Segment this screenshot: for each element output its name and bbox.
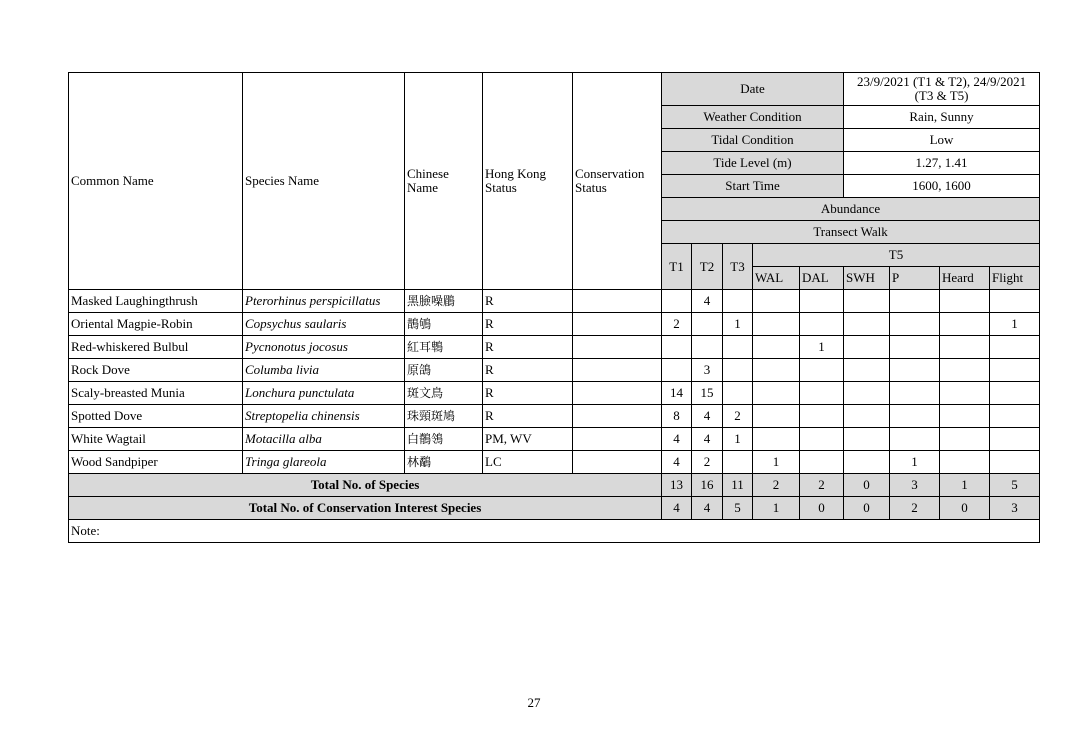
count-cell bbox=[723, 290, 753, 313]
chinese-name-cell: 斑文鳥 bbox=[405, 382, 483, 405]
conservation-status-cell bbox=[573, 428, 662, 451]
count-cell bbox=[940, 313, 990, 336]
count-cell: 1 bbox=[723, 313, 753, 336]
count-cell bbox=[723, 336, 753, 359]
hk-status-cell: R bbox=[483, 290, 573, 313]
totals-value: 5 bbox=[990, 474, 1040, 497]
count-cell bbox=[990, 428, 1040, 451]
t5-label: T5 bbox=[753, 244, 1040, 267]
count-cell bbox=[753, 428, 800, 451]
count-cell bbox=[800, 359, 844, 382]
tidal-label: Tidal Condition bbox=[662, 129, 844, 152]
count-cell bbox=[844, 451, 890, 474]
count-cell: 1 bbox=[723, 428, 753, 451]
totals-value: 16 bbox=[692, 474, 723, 497]
totals-value: 0 bbox=[844, 474, 890, 497]
count-cell: 2 bbox=[662, 313, 692, 336]
hk-status-cell: R bbox=[483, 336, 573, 359]
count-cell bbox=[940, 382, 990, 405]
totals-value: 0 bbox=[844, 497, 890, 520]
common-name-cell: Red-whiskered Bulbul bbox=[69, 336, 243, 359]
count-cell: 4 bbox=[692, 428, 723, 451]
col-header-t3: T3 bbox=[723, 244, 753, 290]
date-value: 23/9/2021 (T1 & T2), 24/9/2021 (T3 & T5) bbox=[844, 73, 1040, 106]
count-cell: 1 bbox=[990, 313, 1040, 336]
count-cell bbox=[844, 313, 890, 336]
col-header-flight: Flight bbox=[990, 267, 1040, 290]
totals-value: 1 bbox=[940, 474, 990, 497]
count-cell bbox=[890, 290, 940, 313]
common-name-cell: Scaly-breasted Munia bbox=[69, 382, 243, 405]
species-name-cell: Columba livia bbox=[243, 359, 405, 382]
count-cell bbox=[800, 313, 844, 336]
count-cell bbox=[753, 313, 800, 336]
totals-value: 2 bbox=[800, 474, 844, 497]
totals-value: 3 bbox=[990, 497, 1040, 520]
conservation-status-cell bbox=[573, 382, 662, 405]
col-header-heard: Heard bbox=[940, 267, 990, 290]
conservation-status-cell bbox=[573, 290, 662, 313]
count-cell bbox=[890, 313, 940, 336]
count-cell bbox=[990, 359, 1040, 382]
table-row bbox=[69, 428, 1040, 451]
conservation-status-cell bbox=[573, 313, 662, 336]
totals-row bbox=[69, 497, 1040, 520]
count-cell bbox=[890, 382, 940, 405]
count-cell bbox=[940, 359, 990, 382]
header-chinese-name: Chinese Name bbox=[405, 73, 483, 290]
count-cell bbox=[800, 382, 844, 405]
species-name-cell: Pycnonotus jocosus bbox=[243, 336, 405, 359]
note-row bbox=[69, 520, 1040, 543]
conservation-status-cell bbox=[573, 405, 662, 428]
totals-value: 2 bbox=[890, 497, 940, 520]
table-row bbox=[69, 359, 1040, 382]
hk-status-cell: R bbox=[483, 405, 573, 428]
chinese-name-cell: 白鶺鴒 bbox=[405, 428, 483, 451]
count-cell bbox=[990, 405, 1040, 428]
count-cell bbox=[940, 405, 990, 428]
tide-level-value: 1.27, 1.41 bbox=[844, 152, 1040, 175]
count-cell bbox=[940, 290, 990, 313]
count-cell bbox=[753, 290, 800, 313]
count-cell bbox=[940, 451, 990, 474]
col-header-swh: SWH bbox=[844, 267, 890, 290]
col-header-wal: WAL bbox=[753, 267, 800, 290]
count-cell: 8 bbox=[662, 405, 692, 428]
bird-survey-table bbox=[68, 72, 1040, 543]
count-cell: 15 bbox=[692, 382, 723, 405]
count-cell bbox=[692, 336, 723, 359]
common-name-cell: Rock Dove bbox=[69, 359, 243, 382]
count-cell: 4 bbox=[692, 290, 723, 313]
date-label: Date bbox=[662, 73, 844, 106]
transect-walk-label: Transect Walk bbox=[662, 221, 1040, 244]
count-cell bbox=[800, 451, 844, 474]
totals-value: 3 bbox=[890, 474, 940, 497]
hk-status-cell: R bbox=[483, 359, 573, 382]
count-cell: 3 bbox=[692, 359, 723, 382]
conservation-status-cell bbox=[573, 359, 662, 382]
col-header-t2: T2 bbox=[692, 244, 723, 290]
count-cell bbox=[662, 290, 692, 313]
totals-label: Total No. of Conservation Interest Species bbox=[69, 497, 662, 520]
count-cell bbox=[800, 428, 844, 451]
common-name-cell: Wood Sandpiper bbox=[69, 451, 243, 474]
chinese-name-cell: 林鷸 bbox=[405, 451, 483, 474]
table-row bbox=[69, 313, 1040, 336]
count-cell: 2 bbox=[723, 405, 753, 428]
count-cell: 1 bbox=[753, 451, 800, 474]
hk-status-cell: PM, WV bbox=[483, 428, 573, 451]
col-header-t1: T1 bbox=[662, 244, 692, 290]
chinese-name-cell: 黑臉噪鶥 bbox=[405, 290, 483, 313]
totals-value: 4 bbox=[662, 497, 692, 520]
weather-value: Rain, Sunny bbox=[844, 106, 1040, 129]
count-cell bbox=[844, 405, 890, 428]
chinese-name-cell: 鵲鴝 bbox=[405, 313, 483, 336]
count-cell bbox=[890, 359, 940, 382]
species-name-cell: Copsychus saularis bbox=[243, 313, 405, 336]
species-name-cell: Tringa glareola bbox=[243, 451, 405, 474]
count-cell bbox=[662, 336, 692, 359]
hk-status-cell: LC bbox=[483, 451, 573, 474]
chinese-name-cell: 原鴿 bbox=[405, 359, 483, 382]
start-time-value: 1600, 1600 bbox=[844, 175, 1040, 198]
count-cell bbox=[723, 451, 753, 474]
count-cell bbox=[940, 428, 990, 451]
chinese-name-cell: 紅耳鵯 bbox=[405, 336, 483, 359]
count-cell bbox=[990, 290, 1040, 313]
hk-status-cell: R bbox=[483, 382, 573, 405]
col-header-dal: DAL bbox=[800, 267, 844, 290]
totals-value: 4 bbox=[692, 497, 723, 520]
common-name-cell: Spotted Dove bbox=[69, 405, 243, 428]
count-cell: 2 bbox=[692, 451, 723, 474]
tidal-value: Low bbox=[844, 129, 1040, 152]
count-cell: 4 bbox=[662, 451, 692, 474]
count-cell bbox=[990, 336, 1040, 359]
tide-level-label: Tide Level (m) bbox=[662, 152, 844, 175]
count-cell bbox=[844, 428, 890, 451]
common-name-cell: Oriental Magpie-Robin bbox=[69, 313, 243, 336]
count-cell bbox=[753, 405, 800, 428]
species-name-cell: Lonchura punctulata bbox=[243, 382, 405, 405]
header-conservation-status: Conservation Status bbox=[573, 73, 662, 290]
species-name-cell: Pterorhinus perspicillatus bbox=[243, 290, 405, 313]
count-cell bbox=[844, 359, 890, 382]
totals-value: 0 bbox=[800, 497, 844, 520]
count-cell bbox=[692, 313, 723, 336]
totals-label: Total No. of Species bbox=[69, 474, 662, 497]
chinese-name-cell: 珠頸斑鳩 bbox=[405, 405, 483, 428]
totals-value: 5 bbox=[723, 497, 753, 520]
count-cell bbox=[723, 359, 753, 382]
species-name-cell: Motacilla alba bbox=[243, 428, 405, 451]
table-row bbox=[69, 382, 1040, 405]
totals-value: 2 bbox=[753, 474, 800, 497]
count-cell: 1 bbox=[800, 336, 844, 359]
count-cell bbox=[890, 428, 940, 451]
count-cell bbox=[662, 359, 692, 382]
weather-label: Weather Condition bbox=[662, 106, 844, 129]
note-label: Note: bbox=[69, 520, 1040, 543]
count-cell bbox=[723, 382, 753, 405]
count-cell bbox=[890, 336, 940, 359]
totals-value: 13 bbox=[662, 474, 692, 497]
count-cell bbox=[753, 382, 800, 405]
count-cell bbox=[753, 336, 800, 359]
totals-value: 0 bbox=[940, 497, 990, 520]
count-cell bbox=[844, 336, 890, 359]
count-cell bbox=[990, 451, 1040, 474]
start-time-label: Start Time bbox=[662, 175, 844, 198]
totals-row bbox=[69, 474, 1040, 497]
count-cell bbox=[753, 359, 800, 382]
common-name-cell: White Wagtail bbox=[69, 428, 243, 451]
count-cell bbox=[800, 405, 844, 428]
table-row bbox=[69, 336, 1040, 359]
header-common-name: Common Name bbox=[69, 73, 243, 290]
count-cell: 14 bbox=[662, 382, 692, 405]
count-cell bbox=[940, 336, 990, 359]
table-row bbox=[69, 290, 1040, 313]
count-cell: 1 bbox=[890, 451, 940, 474]
conservation-status-cell bbox=[573, 336, 662, 359]
common-name-cell: Masked Laughingthrush bbox=[69, 290, 243, 313]
conservation-status-cell bbox=[573, 451, 662, 474]
count-cell: 4 bbox=[662, 428, 692, 451]
header-species-name: Species Name bbox=[243, 73, 405, 290]
count-cell bbox=[844, 290, 890, 313]
totals-value: 11 bbox=[723, 474, 753, 497]
header-hk-status: Hong Kong Status bbox=[483, 73, 573, 290]
page-number: 27 bbox=[527, 695, 541, 710]
table-row bbox=[69, 451, 1040, 474]
table-row bbox=[69, 405, 1040, 428]
species-name-cell: Streptopelia chinensis bbox=[243, 405, 405, 428]
count-cell bbox=[800, 290, 844, 313]
count-cell bbox=[990, 382, 1040, 405]
abundance-label: Abundance bbox=[662, 198, 1040, 221]
count-cell bbox=[890, 405, 940, 428]
count-cell: 4 bbox=[692, 405, 723, 428]
totals-value: 1 bbox=[753, 497, 800, 520]
col-header-p: P bbox=[890, 267, 940, 290]
count-cell bbox=[844, 382, 890, 405]
hk-status-cell: R bbox=[483, 313, 573, 336]
